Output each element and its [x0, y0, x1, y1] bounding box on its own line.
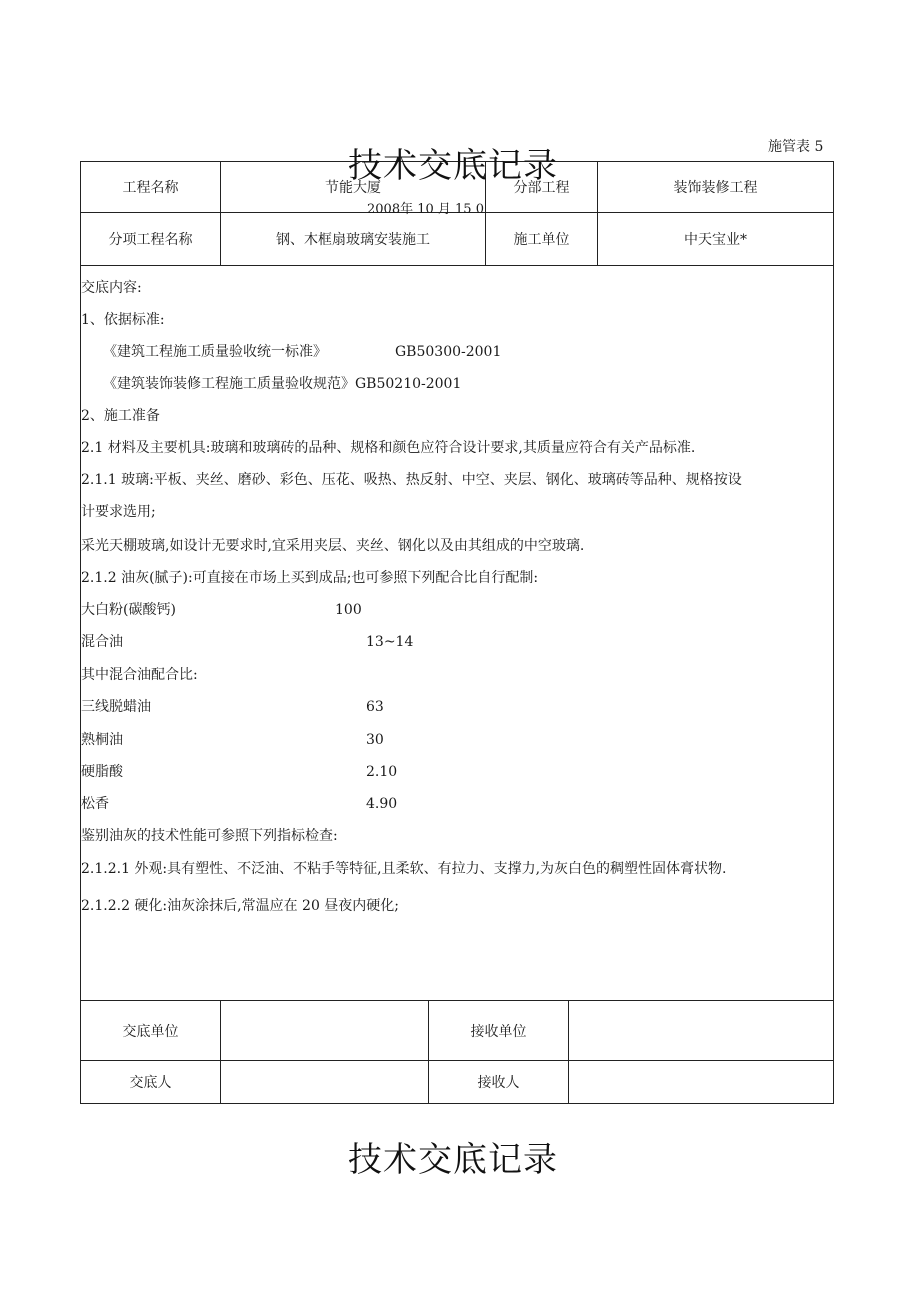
oil-mix-item-value: 30	[366, 732, 384, 748]
subitem-value: 钢、木框扇玻璃安装施工	[276, 232, 430, 248]
oil-mix-item-value: 63	[366, 699, 384, 715]
paragraph-skylight: 采光天棚玻璃,如设计无要求时,宜采用夹层、夹丝、钢化以及由其组成的中空玻璃.	[81, 538, 585, 554]
standard-2: 《建筑装饰装修工程施工质量验收规范》GB50210-2001	[103, 376, 462, 392]
date-text: 2008年 10 月 15 0	[367, 202, 484, 217]
mix-item-value: 100	[335, 602, 362, 618]
next-page-title: 技术交底记录	[348, 1140, 558, 1180]
section-1-heading: 1、依据标准:	[81, 312, 165, 328]
receive-person-value	[569, 1061, 833, 1103]
standard-1-code: GB50300-2001	[395, 344, 502, 360]
document-title: 技术交底记录	[348, 146, 558, 186]
oil-mix-item-name: 松香	[81, 796, 109, 812]
form-number: 施管表 5	[768, 139, 824, 155]
paragraph-2-1-2-2: 2.1.2.2 硬化:油灰涂抹后,常温应在 20 昼夜内硬化;	[81, 898, 400, 914]
oil-mix-heading: 其中混合油配合比:	[81, 667, 198, 683]
mix-item-name: 混合油	[81, 634, 123, 650]
paragraph-2-1-1-line1: 2.1.1 玻璃:平板、夹丝、磨砂、彩色、压花、吸热、热反射、中空、夹层、钢化、玻璃砖等品种、规格按设	[81, 472, 742, 488]
content-heading: 交底内容:	[81, 280, 142, 296]
oil-mix-item-name: 熟桐油	[81, 732, 123, 748]
division-label: 分部工程	[513, 180, 570, 196]
paragraph-2-1-2: 2.1.2 油灰(腻子):可直接在市场上买到成品;也可参照下列配合比自行配制:	[81, 570, 539, 586]
oil-mix-item-name: 硬脂酸	[81, 764, 123, 780]
receive-unit-label: 接收单位	[470, 1023, 527, 1040]
unit-value: 中天宝业*	[684, 232, 747, 248]
handover-person-value	[221, 1061, 428, 1103]
project-name-value: 节能大厦	[325, 180, 381, 196]
project-name-label: 工程名称	[122, 180, 179, 196]
receive-person-label: 接收人	[477, 1075, 520, 1091]
mix-item-value: 13~14	[366, 634, 414, 650]
unit-label: 施工单位	[513, 232, 570, 248]
oil-mix-item-name: 三线脱蜡油	[81, 699, 151, 715]
table-bottom-border	[80, 1103, 834, 1104]
handover-person-label: 交底人	[129, 1075, 172, 1091]
check-heading: 鉴别油灰的技术性能可参照下列指标检查:	[81, 828, 338, 844]
paragraph-2-1: 2.1 材料及主要机具:玻璃和玻璃砖的品种、规格和颜色应符合设计要求,其质量应符合有关产品标准.	[81, 440, 696, 456]
receive-unit-value	[569, 1001, 833, 1060]
paragraph-2-1-2-1: 2.1.2.1 外观:具有塑性、不泛油、不粘手等特征,且柔软、有拉力、支撑力,为灰白色的稠塑性固体膏状物.	[81, 861, 727, 877]
division-value: 装饰装修工程	[673, 180, 758, 196]
mix-item-name: 大白粉(碳酸钙)	[81, 602, 176, 618]
section-2-heading: 2、施工准备	[81, 408, 160, 424]
table-right-border	[833, 161, 834, 1104]
handover-unit-label: 交底单位	[122, 1023, 179, 1040]
handover-unit-value	[221, 1001, 428, 1060]
oil-mix-item-value: 2.10	[366, 764, 398, 780]
paragraph-2-1-1-line2: 计要求选用;	[81, 504, 156, 520]
subitem-label: 分项工程名称	[108, 232, 193, 248]
row-divider-2	[80, 265, 834, 266]
oil-mix-item-value: 4.90	[366, 796, 398, 812]
standard-1-name: 《建筑工程施工质量验收统一标准》	[103, 344, 327, 360]
